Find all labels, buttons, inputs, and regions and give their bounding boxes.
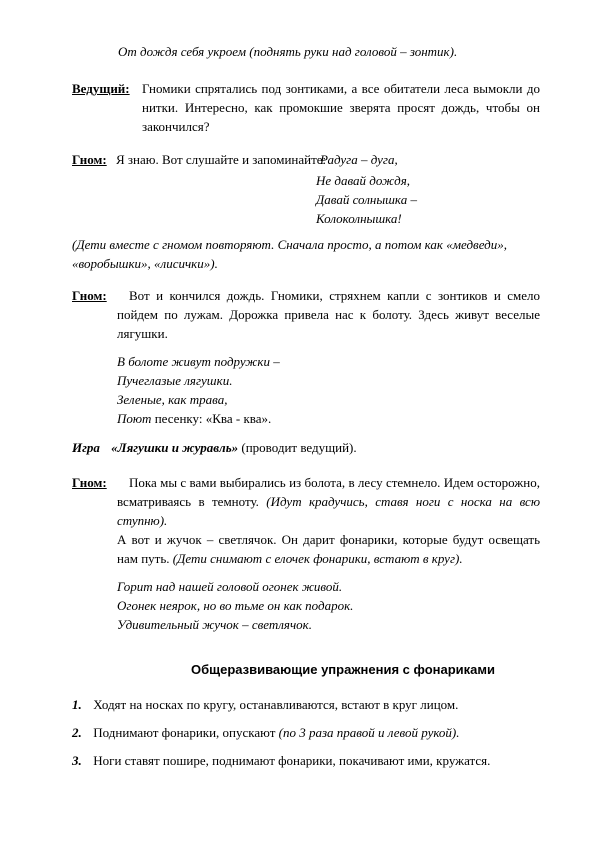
game-rest: (проводит ведущий). xyxy=(241,440,357,455)
poem-rainbow-rest xyxy=(316,171,546,228)
poem-song: песенку: «Ква - ква». xyxy=(154,411,272,426)
stage-direction-text: (Идут крадучись, ставя ноги с носка на всю ступню). xyxy=(117,494,540,528)
poem-firefly xyxy=(117,577,537,634)
speaker-label: Гном: xyxy=(72,152,107,167)
speech-gnome-3 xyxy=(72,473,540,568)
poem-line: Давай солнышка – xyxy=(316,192,417,207)
poem-line: В болоте живут подружки – xyxy=(117,354,280,369)
speech-text-2 xyxy=(117,530,540,568)
stage-direction-umbrella: От дождя себя укроем (поднять руки над головой – зонтик). xyxy=(118,44,458,59)
speech-text: А вот и жучок – светлячок. Он дарит фонарики, которые будут освещать нам путь. xyxy=(117,532,540,566)
game-label: Игра xyxy=(72,440,100,455)
speech-text-content: Гномики спрятались под зонтиками, а все обитатели леса вымокли до нитки. Интересно, как промокшие зверята просят дождь, чтобы он закончился? xyxy=(142,81,540,134)
poem-line: Не давай дождя, xyxy=(316,173,411,188)
stage-direction-repeat xyxy=(72,235,542,273)
poem-line: Радуга – дуга, xyxy=(320,152,398,167)
exercise-number: 2. xyxy=(72,725,82,740)
speech-text xyxy=(142,79,540,136)
poem-line: Горит над нашей головой огонек живой. xyxy=(117,579,343,594)
exercise-item xyxy=(72,695,542,723)
poem-line: Пучеглазые лягушки. xyxy=(117,373,233,388)
exercise-item xyxy=(72,751,542,779)
poem-rainbow xyxy=(320,150,550,169)
speech-text: Пока мы с вами выбирались из болота, в лесу стемнело. Идем осторожно, всматриваясь в темноту. xyxy=(117,475,540,509)
section-heading: Общеразвивающие упражнения с фонариками xyxy=(191,662,496,677)
poem-frogs xyxy=(117,352,537,428)
game-line xyxy=(72,438,542,457)
speech-gnome-2 xyxy=(72,286,540,343)
exercise-text: Поднимают фонарики, опускают xyxy=(93,725,276,740)
exercise-number: 1. xyxy=(72,697,82,712)
poem-line-last xyxy=(117,409,537,428)
exercise-item xyxy=(72,723,542,751)
exercise-note: (по 3 раза правой и левой рукой). xyxy=(278,725,460,740)
speaker-label: Гном: xyxy=(72,475,107,490)
exercise-list xyxy=(72,695,542,779)
stage-direction-text: (Дети вместе с гномом повторяют. Сначала просто, а потом как «медведи», «воробышки», «лисички»). xyxy=(72,237,507,271)
poem-line: Зеленые, как трава, xyxy=(117,392,228,407)
speech-text: Вот и кончился дождь. Гномики, стряхнем капли с зонтиков и смело пойдем по лужам. Дорожка привела нас к болоту. Здесь живут веселые лягушки. xyxy=(117,288,540,341)
speech-text-1 xyxy=(117,473,540,530)
speech-host xyxy=(72,79,540,136)
poem-line: Удивительный жучок – светлячок. xyxy=(117,617,313,632)
stage-direction-text: (Дети снимают с елочек фонарики, встают в круг). xyxy=(172,551,463,566)
speaker-label: Ведущий: xyxy=(72,81,130,96)
speaker-label: Гном: xyxy=(72,288,107,303)
poem-line: Колоколнышка! xyxy=(316,211,402,226)
exercise-text: Ноги ставят пошире, поднимают фонарики, покачивают ими, кружатся. xyxy=(93,753,491,768)
poem-line: Огонек неярок, но во тьме он как подарок. xyxy=(117,598,354,613)
game-title: «Лягушки и журавль» xyxy=(111,440,239,455)
exercise-text: Ходят на носках по кругу, останавливаются, встают в круг лицом. xyxy=(93,697,459,712)
exercise-number: 3. xyxy=(72,753,82,768)
poem-word: Поют xyxy=(117,411,152,426)
speech-text: Я знаю. Вот слушайте и запоминайте: xyxy=(115,152,327,167)
